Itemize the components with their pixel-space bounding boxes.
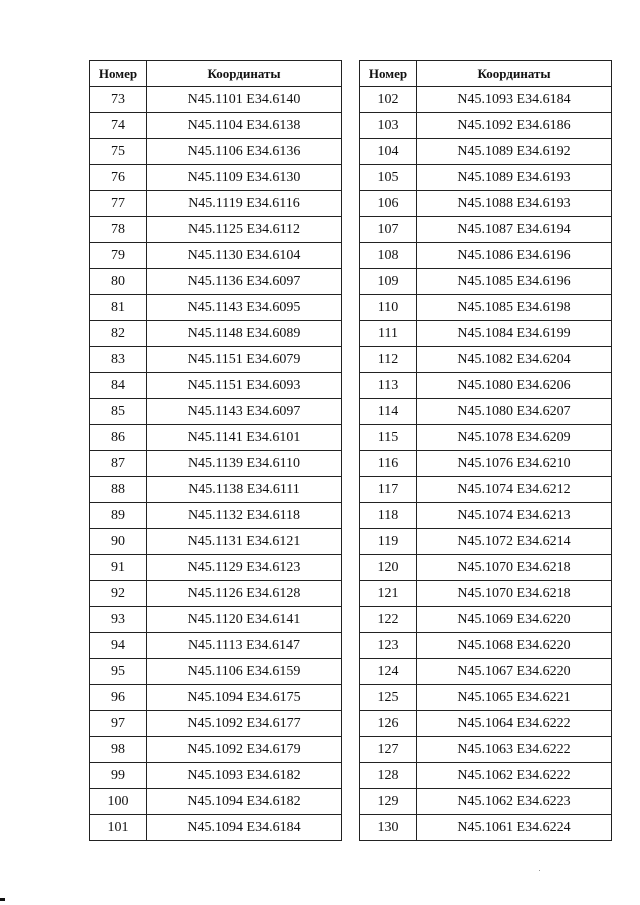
cell-number: 106 — [360, 191, 417, 217]
cell-coordinates: N45.1119 E34.6116 — [147, 191, 342, 217]
cell-coordinates: N45.1131 E34.6121 — [147, 529, 342, 555]
table-row — [90, 113, 342, 139]
cell-coordinates: N45.1130 E34.6104 — [147, 243, 342, 269]
table-row — [90, 451, 342, 477]
cell-coordinates: N45.1084 E34.6199 — [417, 321, 612, 347]
cell-number: 101 — [90, 815, 147, 841]
table-row — [360, 737, 612, 763]
cell-coordinates: N45.1151 E34.6093 — [147, 373, 342, 399]
table-row — [360, 113, 612, 139]
cell-number: 81 — [90, 295, 147, 321]
table-row — [90, 373, 342, 399]
cell-coordinates: N45.1087 E34.6194 — [417, 217, 612, 243]
table-row — [360, 763, 612, 789]
column-header-number: Номер — [360, 61, 417, 87]
cell-number: 73 — [90, 87, 147, 113]
table-row — [360, 789, 612, 815]
cell-coordinates: N45.1101 E34.6140 — [147, 87, 342, 113]
cell-number: 100 — [90, 789, 147, 815]
table-row — [90, 581, 342, 607]
cell-number: 129 — [360, 789, 417, 815]
cell-coordinates: N45.1068 E34.6220 — [417, 633, 612, 659]
cell-number: 79 — [90, 243, 147, 269]
column-header-coordinates: Координаты — [417, 61, 612, 87]
cell-coordinates: N45.1113 E34.6147 — [147, 633, 342, 659]
cell-coordinates: N45.1120 E34.6141 — [147, 607, 342, 633]
column-header-coordinates: Координаты — [147, 61, 342, 87]
table-row — [360, 451, 612, 477]
cell-number: 127 — [360, 737, 417, 763]
cell-number: 94 — [90, 633, 147, 659]
cell-number: 125 — [360, 685, 417, 711]
column-header-number: Номер — [90, 61, 147, 87]
cell-coordinates: N45.1076 E34.6210 — [417, 451, 612, 477]
table-row — [360, 139, 612, 165]
cell-number: 89 — [90, 503, 147, 529]
cell-coordinates: N45.1086 E34.6196 — [417, 243, 612, 269]
cell-number: 109 — [360, 269, 417, 295]
table-row — [90, 685, 342, 711]
table-row — [360, 243, 612, 269]
coordinates-table-right — [359, 60, 612, 841]
table-row — [360, 295, 612, 321]
cell-number: 77 — [90, 191, 147, 217]
table-row — [360, 373, 612, 399]
table-row — [90, 191, 342, 217]
table-row — [360, 685, 612, 711]
scan-edge-mark — [0, 898, 5, 901]
cell-coordinates: N45.1078 E34.6209 — [417, 425, 612, 451]
cell-coordinates: N45.1062 E34.6223 — [417, 789, 612, 815]
cell-number: 104 — [360, 139, 417, 165]
table-row — [90, 555, 342, 581]
table-row — [360, 87, 612, 113]
table-row — [360, 659, 612, 685]
cell-coordinates: N45.1139 E34.6110 — [147, 451, 342, 477]
cell-number: 102 — [360, 87, 417, 113]
table-row — [90, 529, 342, 555]
cell-number: 83 — [90, 347, 147, 373]
cell-number: 86 — [90, 425, 147, 451]
cell-coordinates: N45.1070 E34.6218 — [417, 555, 612, 581]
table-row — [90, 503, 342, 529]
cell-coordinates: N45.1132 E34.6118 — [147, 503, 342, 529]
cell-number: 97 — [90, 711, 147, 737]
table-body — [90, 87, 342, 841]
cell-number: 116 — [360, 451, 417, 477]
cell-number: 87 — [90, 451, 147, 477]
table-row — [90, 139, 342, 165]
cell-coordinates: N45.1092 E34.6186 — [417, 113, 612, 139]
table-row — [360, 347, 612, 373]
cell-coordinates: N45.1067 E34.6220 — [417, 659, 612, 685]
table-row — [90, 789, 342, 815]
cell-number: 98 — [90, 737, 147, 763]
table-row — [90, 763, 342, 789]
cell-number: 99 — [90, 763, 147, 789]
table-row — [360, 477, 612, 503]
cell-number: 119 — [360, 529, 417, 555]
cell-number: 96 — [90, 685, 147, 711]
cell-coordinates: N45.1092 E34.6177 — [147, 711, 342, 737]
table-row — [90, 607, 342, 633]
table-row — [90, 477, 342, 503]
cell-number: 88 — [90, 477, 147, 503]
cell-number: 117 — [360, 477, 417, 503]
cell-number: 80 — [90, 269, 147, 295]
table-row — [360, 165, 612, 191]
cell-coordinates: N45.1089 E34.6193 — [417, 165, 612, 191]
table-row — [360, 425, 612, 451]
cell-number: 90 — [90, 529, 147, 555]
table-row — [90, 295, 342, 321]
cell-coordinates: N45.1085 E34.6198 — [417, 295, 612, 321]
table-row — [360, 269, 612, 295]
cell-coordinates: N45.1151 E34.6079 — [147, 347, 342, 373]
table-row — [90, 711, 342, 737]
cell-number: 123 — [360, 633, 417, 659]
cell-coordinates: N45.1080 E34.6207 — [417, 399, 612, 425]
table-row — [360, 607, 612, 633]
cell-coordinates: N45.1104 E34.6138 — [147, 113, 342, 139]
cell-coordinates: N45.1125 E34.6112 — [147, 217, 342, 243]
cell-number: 91 — [90, 555, 147, 581]
table-row — [360, 555, 612, 581]
cell-number: 75 — [90, 139, 147, 165]
cell-number: 110 — [360, 295, 417, 321]
table-row — [90, 217, 342, 243]
table-row — [360, 711, 612, 737]
table-row — [90, 269, 342, 295]
cell-number: 82 — [90, 321, 147, 347]
cell-number: 103 — [360, 113, 417, 139]
cell-number: 95 — [90, 659, 147, 685]
cell-coordinates: N45.1085 E34.6196 — [417, 269, 612, 295]
coordinates-table-left — [89, 60, 342, 841]
table-row — [90, 633, 342, 659]
cell-coordinates: N45.1143 E34.6095 — [147, 295, 342, 321]
cell-number: 130 — [360, 815, 417, 841]
cell-coordinates: N45.1062 E34.6222 — [417, 763, 612, 789]
cell-number: 118 — [360, 503, 417, 529]
cell-coordinates: N45.1143 E34.6097 — [147, 399, 342, 425]
table-row — [360, 503, 612, 529]
cell-number: 78 — [90, 217, 147, 243]
table-row — [90, 815, 342, 841]
table-body — [360, 87, 612, 841]
cell-coordinates: N45.1138 E34.6111 — [147, 477, 342, 503]
cell-coordinates: N45.1074 E34.6213 — [417, 503, 612, 529]
cell-number: 124 — [360, 659, 417, 685]
cell-coordinates: N45.1088 E34.6193 — [417, 191, 612, 217]
cell-number: 115 — [360, 425, 417, 451]
table-row — [360, 321, 612, 347]
table-row — [90, 87, 342, 113]
table-row — [90, 347, 342, 373]
table-row — [360, 217, 612, 243]
cell-number: 122 — [360, 607, 417, 633]
cell-coordinates: N45.1094 E34.6175 — [147, 685, 342, 711]
cell-coordinates: N45.1148 E34.6089 — [147, 321, 342, 347]
table-header-row — [90, 61, 342, 87]
cell-number: 107 — [360, 217, 417, 243]
cell-coordinates: N45.1080 E34.6206 — [417, 373, 612, 399]
cell-coordinates: N45.1129 E34.6123 — [147, 555, 342, 581]
table-row — [90, 659, 342, 685]
cell-number: 120 — [360, 555, 417, 581]
cell-number: 74 — [90, 113, 147, 139]
table-row — [360, 399, 612, 425]
cell-coordinates: N45.1074 E34.6212 — [417, 477, 612, 503]
cell-coordinates: N45.1106 E34.6159 — [147, 659, 342, 685]
cell-coordinates: N45.1070 E34.6218 — [417, 581, 612, 607]
table-header-row — [360, 61, 612, 87]
cell-coordinates: N45.1109 E34.6130 — [147, 165, 342, 191]
table-row — [360, 633, 612, 659]
table-row — [360, 815, 612, 841]
cell-coordinates: N45.1094 E34.6182 — [147, 789, 342, 815]
cell-number: 93 — [90, 607, 147, 633]
cell-number: 112 — [360, 347, 417, 373]
cell-number: 111 — [360, 321, 417, 347]
cell-number: 108 — [360, 243, 417, 269]
table-row — [360, 529, 612, 555]
cell-coordinates: N45.1126 E34.6128 — [147, 581, 342, 607]
cell-number: 128 — [360, 763, 417, 789]
cell-coordinates: N45.1136 E34.6097 — [147, 269, 342, 295]
table-row — [90, 165, 342, 191]
cell-number: 84 — [90, 373, 147, 399]
cell-coordinates: N45.1092 E34.6179 — [147, 737, 342, 763]
cell-number: 92 — [90, 581, 147, 607]
table-row — [90, 321, 342, 347]
cell-coordinates: N45.1061 E34.6224 — [417, 815, 612, 841]
cell-number: 121 — [360, 581, 417, 607]
cell-coordinates: N45.1106 E34.6136 — [147, 139, 342, 165]
cell-number: 76 — [90, 165, 147, 191]
cell-coordinates: N45.1064 E34.6222 — [417, 711, 612, 737]
cell-number: 85 — [90, 399, 147, 425]
cell-coordinates: N45.1141 E34.6101 — [147, 425, 342, 451]
table-row — [90, 243, 342, 269]
table-row — [360, 581, 612, 607]
table-row — [90, 399, 342, 425]
cell-number: 126 — [360, 711, 417, 737]
table-row — [360, 191, 612, 217]
cell-coordinates: N45.1082 E34.6204 — [417, 347, 612, 373]
scan-speck — [539, 870, 540, 871]
cell-number: 113 — [360, 373, 417, 399]
cell-number: 105 — [360, 165, 417, 191]
cell-coordinates: N45.1094 E34.6184 — [147, 815, 342, 841]
cell-coordinates: N45.1065 E34.6221 — [417, 685, 612, 711]
cell-coordinates: N45.1063 E34.6222 — [417, 737, 612, 763]
table-row — [90, 425, 342, 451]
cell-coordinates: N45.1089 E34.6192 — [417, 139, 612, 165]
cell-coordinates: N45.1069 E34.6220 — [417, 607, 612, 633]
cell-coordinates: N45.1093 E34.6182 — [147, 763, 342, 789]
cell-coordinates: N45.1093 E34.6184 — [417, 87, 612, 113]
cell-number: 114 — [360, 399, 417, 425]
cell-coordinates: N45.1072 E34.6214 — [417, 529, 612, 555]
table-row — [90, 737, 342, 763]
